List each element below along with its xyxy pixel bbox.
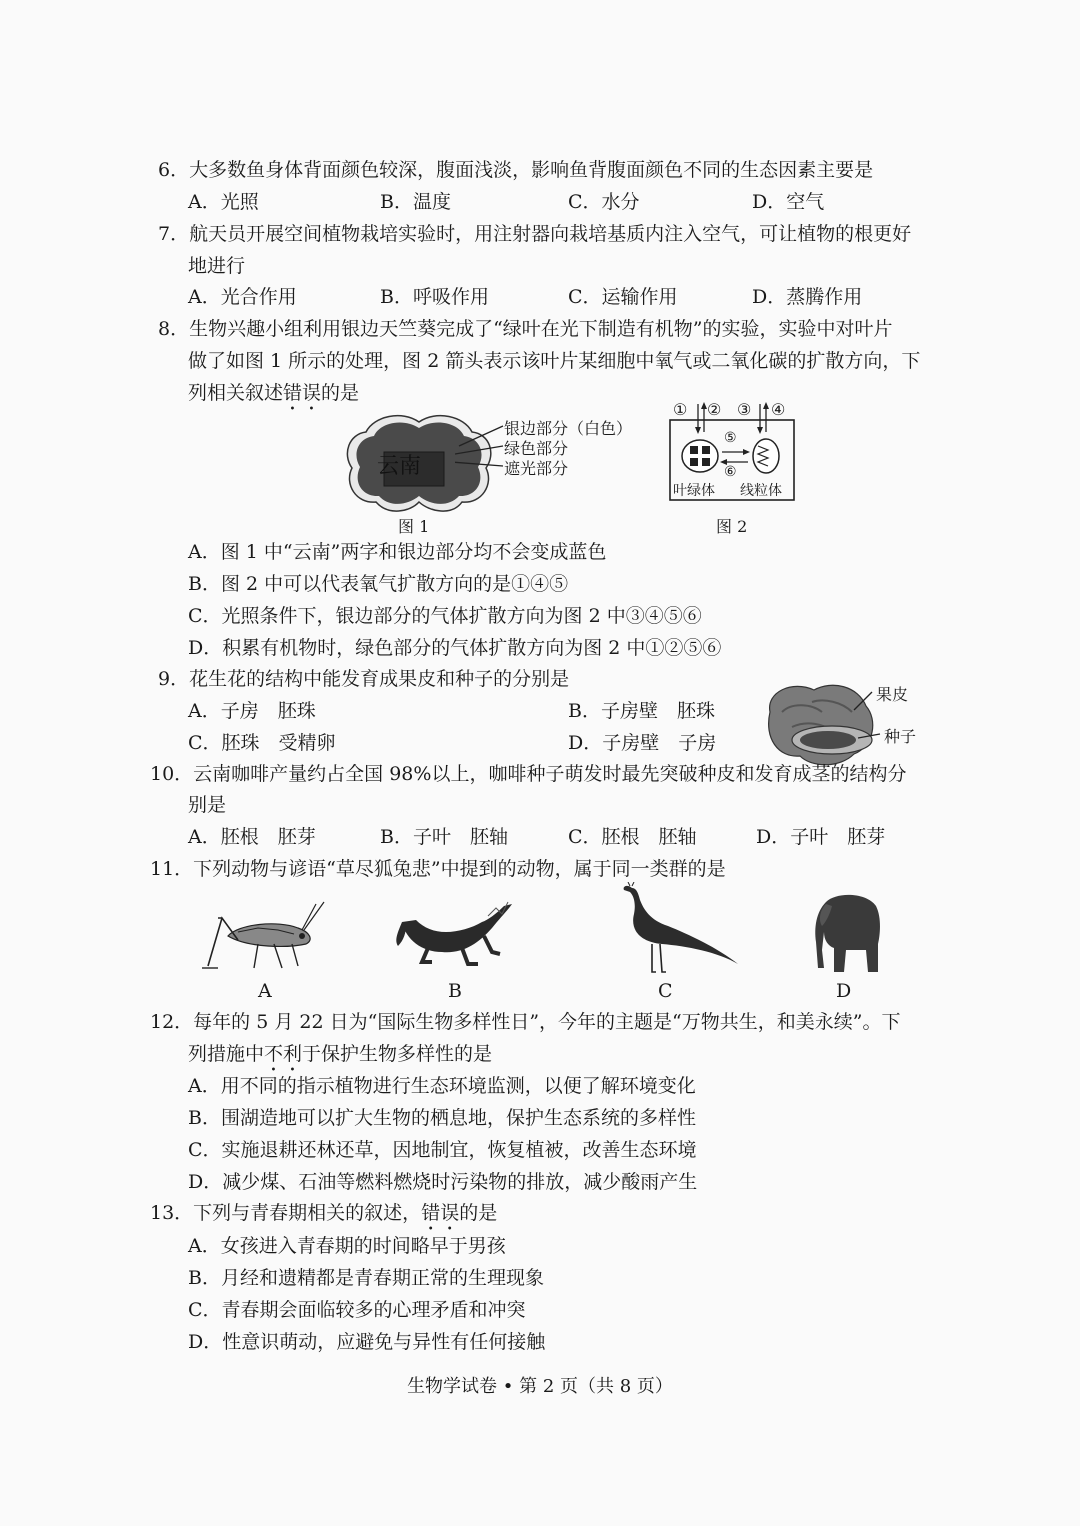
q12-stem-text: 列措施中 bbox=[188, 1043, 265, 1065]
q10-stem-line1: 10．云南咖啡产量约占全国 98%以上，咖啡种子萌发时最先突破种皮和发育成茎的结构分 bbox=[150, 763, 907, 785]
q7-option-a: A．光合作用 bbox=[188, 286, 297, 308]
q12-stem-line2 bbox=[188, 1041, 492, 1076]
animal-label-d: D bbox=[836, 980, 852, 1002]
q10-option-c: C．胚根 胚轴 bbox=[568, 826, 697, 848]
crocodile-icon bbox=[392, 892, 516, 974]
animal-label-b: B bbox=[448, 980, 462, 1002]
animal-label-a: A bbox=[258, 980, 272, 1002]
label-chloroplast: 叶绿体 bbox=[673, 483, 715, 499]
q8-option-a: A．图 1 中“云南”两字和银边部分均不会变成蓝色 bbox=[188, 541, 607, 563]
q13-emphasis: 错误 bbox=[421, 1202, 460, 1224]
q9-option-a: A．子房 胚珠 bbox=[188, 700, 316, 722]
q7-option-b: B．呼吸作用 bbox=[380, 286, 489, 308]
q13-stem-text: 13．下列与青春期相关的叙述， bbox=[150, 1202, 422, 1224]
q12-stem-line1: 12．每年的 5 月 22 日为“国际生物多样性日”，今年的主题是“万物共生，和美永续”。下 bbox=[150, 1011, 901, 1033]
q6-option-d: D．空气 bbox=[752, 191, 825, 213]
q8-option-c: C．光照条件下，银边部分的气体扩散方向为图 2 中③④⑤⑥ bbox=[188, 605, 702, 627]
label-pericarp: 果皮 bbox=[876, 685, 909, 704]
arrow-label-2: ② bbox=[707, 400, 722, 419]
figure1-caption: 图 1 bbox=[398, 517, 430, 536]
label-seed: 种子 bbox=[884, 727, 917, 746]
page-footer: 生物学试卷 • 第 2 页（共 8 页） bbox=[407, 1376, 673, 1397]
q12-option-d: D．减少煤、石油等燃料燃烧时污染物的排放，减少酸雨产生 bbox=[188, 1171, 698, 1193]
label-silver-edge: 银边部分（白色） bbox=[504, 419, 633, 438]
q7-stem-line2: 地进行 bbox=[188, 255, 246, 277]
q6-option-c: C．水分 bbox=[568, 191, 640, 213]
q13-stem bbox=[150, 1200, 497, 1235]
q8-option-b: B．图 2 中可以代表氧气扩散方向的是①④⑤ bbox=[188, 573, 569, 595]
animal-label-c: C bbox=[658, 980, 673, 1002]
q8-stem-text: 列相关叙述 bbox=[188, 382, 284, 404]
q13-option-c: C．青春期会面临较多的心理矛盾和冲突 bbox=[188, 1299, 526, 1321]
q9-option-c: C．胚珠 受精卵 bbox=[188, 732, 336, 754]
q7-option-c: C．运输作用 bbox=[568, 286, 678, 308]
q13-option-a: A．女孩进入青春期的时间略早于男孩 bbox=[188, 1235, 506, 1257]
q10-stem-line2: 别是 bbox=[188, 794, 227, 816]
q7-option-d: D．蒸腾作用 bbox=[752, 286, 863, 308]
elephant-icon bbox=[806, 888, 886, 976]
q9-option-b: B．子房壁 胚珠 bbox=[568, 700, 715, 722]
q13-option-b: B．月经和遗精都是青春期正常的生理现象 bbox=[188, 1267, 544, 1289]
label-shaded-part: 遮光部分 bbox=[504, 459, 569, 478]
peacock-icon bbox=[618, 882, 742, 976]
q12-option-a: A．用不同的指示植物进行生态环境监测，以便了解环境变化 bbox=[188, 1075, 696, 1097]
q12-option-b: B．围湖造地可以扩大生物的栖息地，保护生态系统的多样性 bbox=[188, 1107, 696, 1129]
arrow-label-1: ① bbox=[673, 400, 688, 419]
q8-emphasis: 错误 bbox=[283, 382, 322, 404]
arrow-label-5: ⑤ bbox=[724, 430, 737, 446]
arrow-label-4: ④ bbox=[771, 400, 786, 419]
q10-option-b: B．子叶 胚轴 bbox=[380, 826, 508, 848]
q10-option-d: D．子叶 胚芽 bbox=[756, 826, 886, 848]
leaf-mask-text: 云南 bbox=[377, 454, 422, 479]
arrow-label-6: ⑥ bbox=[724, 464, 737, 480]
q7-stem-line1: 7．航天员开展空间植物栽培实验时，用注射器向栽培基质内注入空气，可让植物的根更好 bbox=[158, 223, 912, 245]
q12-emphasis: 不利 bbox=[264, 1043, 303, 1065]
q6-stem: 6．大多数鱼身体背面颜色较深，腹面浅淡，影响鱼背腹面颜色不同的生态因素主要是 bbox=[158, 159, 874, 181]
label-mitochondrion: 线粒体 bbox=[740, 483, 782, 499]
q9-stem: 9．花生花的结构中能发育成果皮和种子的分别是 bbox=[158, 668, 570, 690]
q8-stem-line2: 做了如图 1 所示的处理，图 2 箭头表示该叶片某细胞中氧气或二氧化碳的扩散方向，下 bbox=[188, 350, 921, 372]
grasshopper-icon bbox=[198, 898, 328, 974]
leaf-label-leaders bbox=[455, 418, 505, 478]
q8-stem-line3 bbox=[188, 380, 359, 415]
arrow-label-3: ③ bbox=[737, 400, 752, 419]
q8-stem-text-end: 的是 bbox=[321, 382, 360, 404]
q10-option-a: A．胚根 胚芽 bbox=[188, 826, 316, 848]
q12-stem-text-end: 于保护生物多样性的是 bbox=[302, 1043, 493, 1065]
q12-option-c: C．实施退耕还林还草，因地制宜，恢复植被，改善生态环境 bbox=[188, 1139, 697, 1161]
q8-stem-line1: 8．生物兴趣小组利用银边天竺葵完成了“绿叶在光下制造有机物”的实验，实验中对叶片 bbox=[158, 318, 893, 340]
q13-stem-text-end: 的是 bbox=[459, 1202, 498, 1224]
q13-option-d: D．性意识萌动，应避免与异性有任何接触 bbox=[188, 1331, 546, 1353]
q9-option-d: D．子房壁 子房 bbox=[568, 732, 717, 754]
q8-option-d: D．积累有机物时，绿色部分的气体扩散方向为图 2 中①②⑤⑥ bbox=[188, 637, 722, 659]
label-green-part: 绿色部分 bbox=[504, 439, 569, 458]
q6-option-a: A．光照 bbox=[188, 191, 259, 213]
q11-stem: 11．下列动物与谚语“草尽狐兔悲”中提到的动物，属于同一类群的是 bbox=[150, 858, 726, 880]
figure2-caption: 图 2 bbox=[716, 517, 748, 536]
q6-option-b: B．温度 bbox=[380, 191, 451, 213]
